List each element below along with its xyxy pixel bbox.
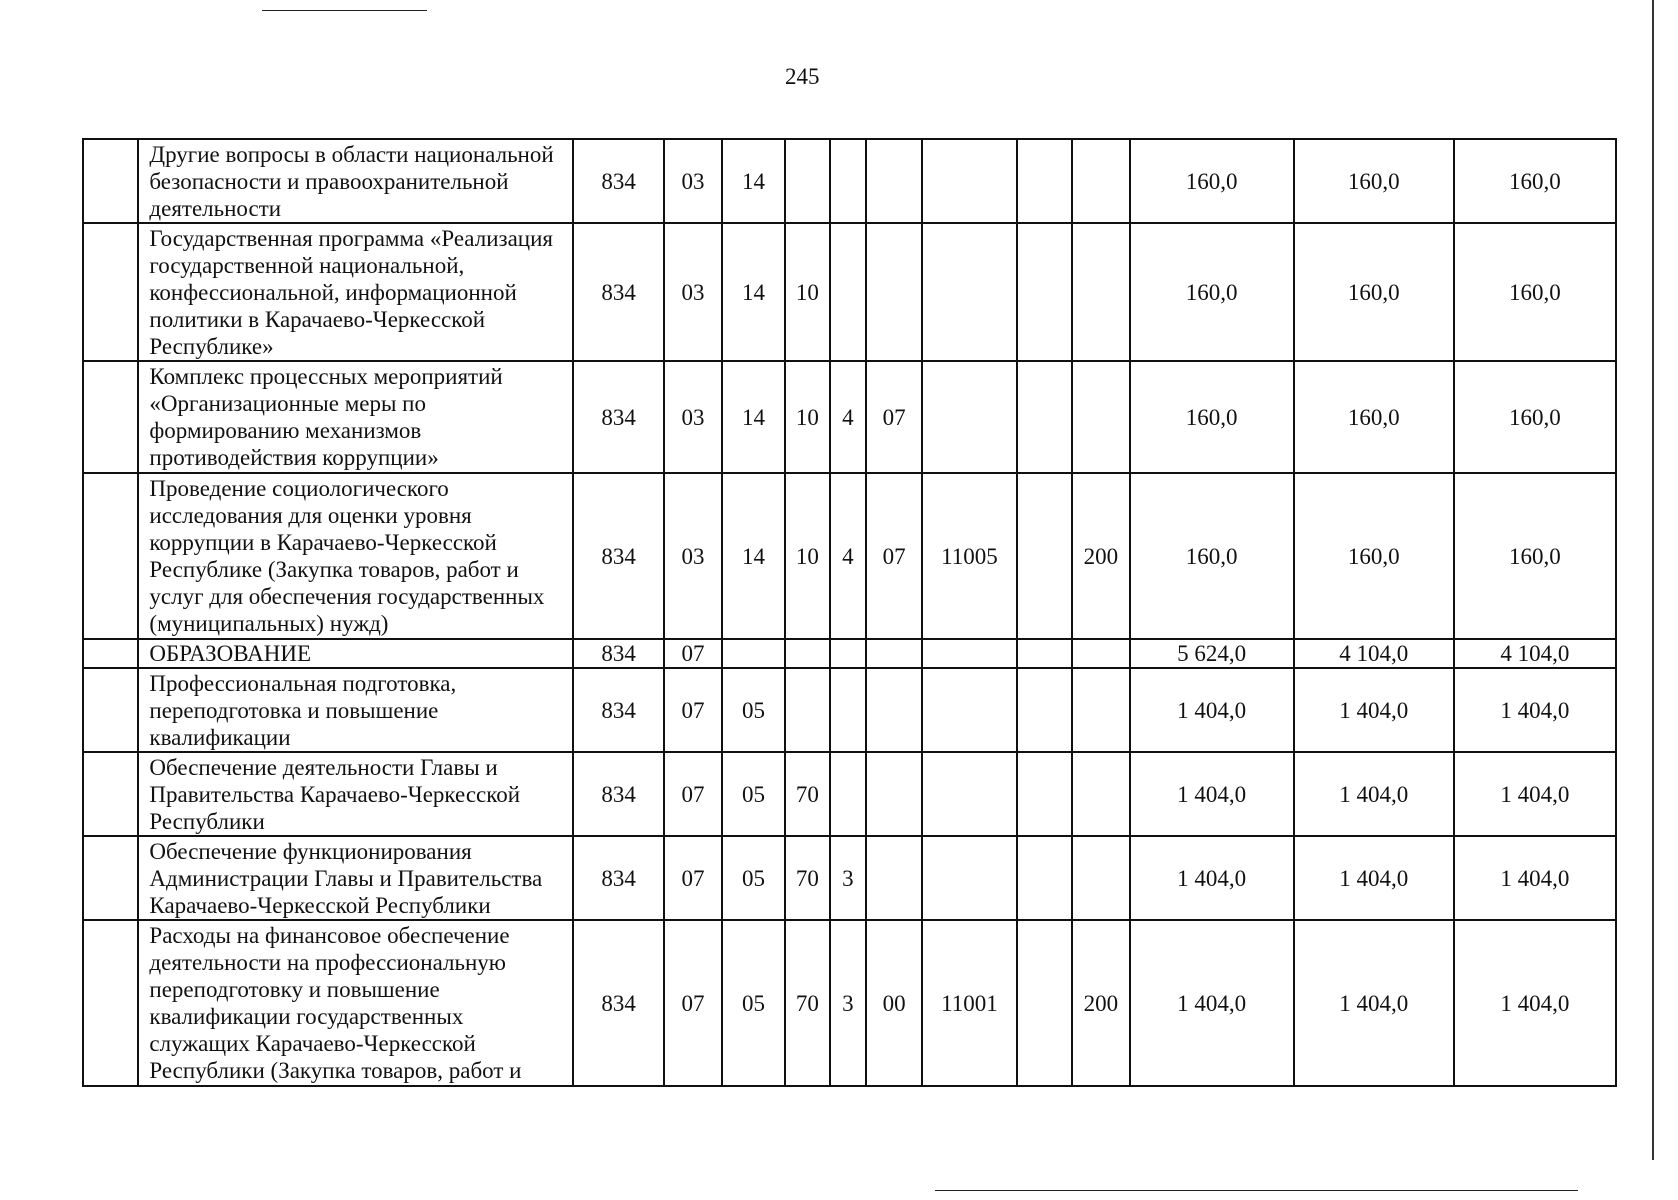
table-row	[83, 668, 1616, 752]
code-cell-c9	[1072, 752, 1129, 836]
code-cell-c8	[1017, 223, 1072, 361]
row-description: Комплекс процессных мероприятий «Организационные меры по формированию механизмов противодействия коррупции»	[138, 361, 573, 473]
code-cell-c1: 834	[573, 920, 663, 1086]
budget-table	[82, 138, 1617, 1087]
code-cell-c1: 834	[573, 639, 663, 668]
amount-cell-a3: 1 404,0	[1454, 668, 1616, 752]
code-cell-c1: 834	[573, 361, 663, 473]
amount-cell-a2: 160,0	[1294, 473, 1454, 639]
code-cell-c4: 10	[785, 361, 830, 473]
code-cell-c2: 03	[664, 361, 722, 473]
code-cell-c3: 14	[722, 139, 785, 223]
code-cell-c7	[922, 668, 1016, 752]
code-cell-c3: 14	[722, 473, 785, 639]
scan-artifact-top	[262, 10, 427, 11]
code-cell-c2: 07	[664, 668, 722, 752]
code-cell-c9: 200	[1072, 473, 1129, 639]
amount-cell-a2: 1 404,0	[1294, 752, 1454, 836]
amount-cell-a1: 1 404,0	[1130, 920, 1294, 1086]
row-description: ОБРАЗОВАНИЕ	[138, 639, 573, 668]
code-cell-c2: 03	[664, 473, 722, 639]
code-cell-c5	[830, 139, 866, 223]
code-cell-c9	[1072, 139, 1129, 223]
amount-cell-a1: 1 404,0	[1130, 836, 1294, 920]
code-cell-c9	[1072, 836, 1129, 920]
row-description: Проведение социологического исследования для оценки уровня коррупции в Карачаево-Черкесской Республике (Закупка товаров, работ и услуг для обеспечения государственных (муниципальных) нужд)	[138, 473, 573, 639]
amount-cell-a3: 160,0	[1454, 223, 1616, 361]
code-cell-c7: 11005	[922, 473, 1016, 639]
table-row	[83, 139, 1616, 223]
code-cell-c2: 07	[664, 639, 722, 668]
code-cell-c5: 4	[830, 361, 866, 473]
code-cell-c4: 70	[785, 920, 830, 1086]
code-cell-c8	[1017, 836, 1072, 920]
amount-cell-a2: 1 404,0	[1294, 668, 1454, 752]
amount-cell-a1: 160,0	[1130, 223, 1294, 361]
code-cell-c1: 834	[573, 668, 663, 752]
code-cell-c4	[785, 639, 830, 668]
table-row	[83, 473, 1616, 639]
code-cell-c6	[866, 836, 922, 920]
code-cell-c5: 4	[830, 473, 866, 639]
code-cell-c7	[922, 836, 1016, 920]
code-cell-c7	[922, 139, 1016, 223]
amount-cell-a1: 160,0	[1130, 473, 1294, 639]
code-cell-c3: 14	[722, 223, 785, 361]
code-cell-c5	[830, 639, 866, 668]
code-cell-c7: 11001	[922, 920, 1016, 1086]
row-index-cell	[83, 752, 138, 836]
amount-cell-a2: 1 404,0	[1294, 920, 1454, 1086]
code-cell-c8	[1017, 752, 1072, 836]
code-cell-c8	[1017, 361, 1072, 473]
table-row	[83, 920, 1616, 1086]
code-cell-c3: 05	[722, 752, 785, 836]
row-description: Обеспечение функционирования Администрации Главы и Правительства Карачаево-Черкесской Республики	[138, 836, 573, 920]
code-cell-c9	[1072, 639, 1129, 668]
row-description: Расходы на финансовое обеспечение деятельности на профессиональную переподготовку и повышение квалификации государственных служащих Карачаево-Черкесской Республики (Закупка товаров, работ и	[138, 920, 573, 1086]
code-cell-c2: 07	[664, 920, 722, 1086]
code-cell-c9	[1072, 668, 1129, 752]
table-row	[83, 639, 1616, 668]
code-cell-c5: 3	[830, 836, 866, 920]
scan-artifact-right	[1652, 0, 1654, 1160]
amount-cell-a1: 1 404,0	[1130, 668, 1294, 752]
code-cell-c4: 70	[785, 752, 830, 836]
row-description: Профессиональная подготовка, переподготовка и повышение квалификации	[138, 668, 573, 752]
code-cell-c8	[1017, 639, 1072, 668]
amount-cell-a3: 160,0	[1454, 361, 1616, 473]
scan-artifact-bottom	[935, 1190, 1578, 1191]
code-cell-c7	[922, 752, 1016, 836]
amount-cell-a1: 5 624,0	[1130, 639, 1294, 668]
code-cell-c5	[830, 223, 866, 361]
table-row	[83, 752, 1616, 836]
code-cell-c5	[830, 752, 866, 836]
code-cell-c8	[1017, 473, 1072, 639]
code-cell-c7	[922, 223, 1016, 361]
page-number: 245	[785, 64, 820, 89]
code-cell-c6: 07	[866, 473, 922, 639]
code-cell-c5	[830, 668, 866, 752]
amount-cell-a1: 1 404,0	[1130, 752, 1294, 836]
row-index-cell	[83, 836, 138, 920]
code-cell-c4	[785, 668, 830, 752]
code-cell-c3	[722, 639, 785, 668]
code-cell-c2: 07	[664, 752, 722, 836]
code-cell-c6	[866, 668, 922, 752]
row-index-cell	[83, 920, 138, 1086]
row-index-cell	[83, 223, 138, 361]
code-cell-c7	[922, 361, 1016, 473]
amount-cell-a3: 1 404,0	[1454, 836, 1616, 920]
row-description: Государственная программа «Реализация государственной национальной, конфессиональной, информационной политики в Карачаево-Черкесской Республике»	[138, 223, 573, 361]
table-row	[83, 836, 1616, 920]
code-cell-c6	[866, 223, 922, 361]
amount-cell-a2: 160,0	[1294, 223, 1454, 361]
code-cell-c1: 834	[573, 836, 663, 920]
amount-cell-a1: 160,0	[1130, 361, 1294, 473]
table-row	[83, 361, 1616, 473]
code-cell-c2: 03	[664, 223, 722, 361]
amount-cell-a1: 160,0	[1130, 139, 1294, 223]
row-description: Другие вопросы в области национальной безопасности и правоохранительной деятельности	[138, 139, 573, 223]
code-cell-c2: 03	[664, 139, 722, 223]
code-cell-c6	[866, 752, 922, 836]
code-cell-c6	[866, 639, 922, 668]
code-cell-c2: 07	[664, 836, 722, 920]
amount-cell-a2: 4 104,0	[1294, 639, 1454, 668]
code-cell-c8	[1017, 920, 1072, 1086]
row-index-cell	[83, 639, 138, 668]
amount-cell-a3: 160,0	[1454, 139, 1616, 223]
amount-cell-a3: 4 104,0	[1454, 639, 1616, 668]
code-cell-c8	[1017, 139, 1072, 223]
amount-cell-a3: 1 404,0	[1454, 752, 1616, 836]
amount-cell-a3: 160,0	[1454, 473, 1616, 639]
code-cell-c1: 834	[573, 223, 663, 361]
code-cell-c1: 834	[573, 473, 663, 639]
code-cell-c4	[785, 139, 830, 223]
code-cell-c5: 3	[830, 920, 866, 1086]
amount-cell-a2: 160,0	[1294, 361, 1454, 473]
row-index-cell	[83, 668, 138, 752]
row-description: Обеспечение деятельности Главы и Правительства Карачаево-Черкесской Республики	[138, 752, 573, 836]
code-cell-c8	[1017, 668, 1072, 752]
code-cell-c6	[866, 139, 922, 223]
code-cell-c1: 834	[573, 139, 663, 223]
code-cell-c3: 05	[722, 836, 785, 920]
row-index-cell	[83, 473, 138, 639]
amount-cell-a2: 1 404,0	[1294, 836, 1454, 920]
code-cell-c9	[1072, 361, 1129, 473]
code-cell-c3: 05	[722, 668, 785, 752]
code-cell-c6: 07	[866, 361, 922, 473]
row-index-cell	[83, 139, 138, 223]
row-index-cell	[83, 361, 138, 473]
code-cell-c3: 14	[722, 361, 785, 473]
code-cell-c1: 834	[573, 752, 663, 836]
code-cell-c3: 05	[722, 920, 785, 1086]
code-cell-c6: 00	[866, 920, 922, 1086]
code-cell-c4: 10	[785, 223, 830, 361]
code-cell-c9	[1072, 223, 1129, 361]
amount-cell-a2: 160,0	[1294, 139, 1454, 223]
code-cell-c9: 200	[1072, 920, 1129, 1086]
code-cell-c7	[922, 639, 1016, 668]
amount-cell-a3: 1 404,0	[1454, 920, 1616, 1086]
code-cell-c4: 10	[785, 473, 830, 639]
table-row	[83, 223, 1616, 361]
code-cell-c4: 70	[785, 836, 830, 920]
